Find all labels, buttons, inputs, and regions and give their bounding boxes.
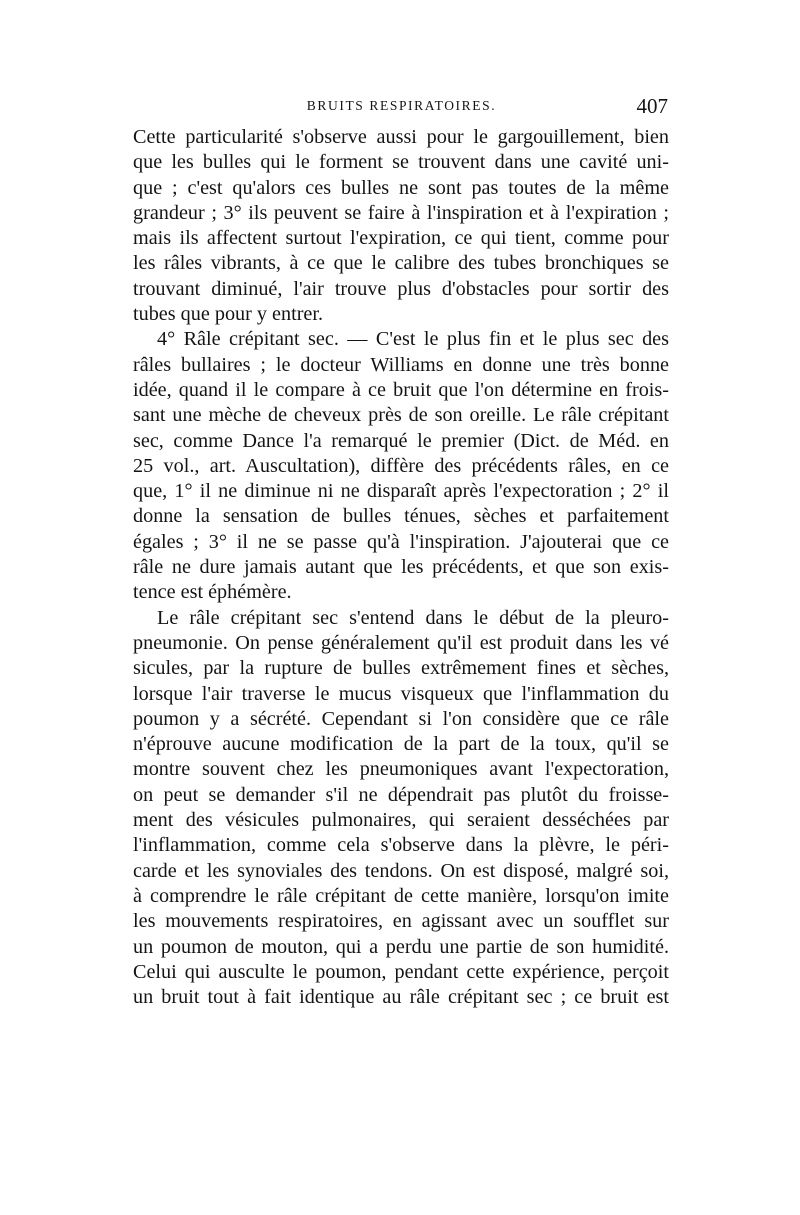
body-text — [133, 125, 669, 1010]
text-line: donne la sensation de bulles ténues, sèches et parfaitement — [133, 505, 669, 528]
text-line: 4° Râle crépitant sec. — C'est le plus fin et le plus sec des — [157, 328, 669, 351]
text-line: les mouvements respiratoires, en agissant avec un soufflet sur — [133, 910, 669, 933]
running-title: BRUITS RESPIRATOIRES. — [306, 98, 497, 113]
text-line: râle ne dure jamais autant que les précédents, et que son exis- — [133, 556, 669, 579]
text-line: à comprendre le râle crépitant de cette manière, lorsqu'on imite — [133, 884, 669, 907]
text-line: mais ils affectent surtout l'expiration, ce qui tient, comme pour — [133, 227, 669, 250]
text-line: Cette particularité s'observe aussi pour le gargouillement, bien — [133, 126, 669, 148]
text-line: Le râle crépitant sec s'entend dans le début de la pleuro- — [157, 606, 669, 629]
text-line: un poumon de mouton, qui a perdu une partie de son humidité. — [133, 935, 669, 958]
text-line: que les bulles qui le forment se trouvent dans une cavité uni- — [133, 151, 669, 174]
text-line: sec, comme Dance l'a remarqué le premier (Dict. de Méd. en — [133, 429, 669, 452]
text-line: poumon y a sécrété. Cependant si l'on considère que ce râle — [133, 707, 669, 730]
page-number: 407 — [636, 94, 668, 118]
text-line: sant une mèche de cheveux près de son oreille. Le râle crépitant — [133, 404, 669, 427]
text-line: carde et les synoviales des tendons. On est disposé, malgré soi, — [133, 859, 669, 882]
text-line: égales ; 3° il ne se passe qu'à l'inspiration. J'ajouterai que ce — [133, 530, 669, 553]
text-line: pneumonie. On pense généralement qu'il est produit dans les vé — [133, 631, 669, 654]
text-line: les râles vibrants, à ce que le calibre des tubes bronchiques se — [133, 252, 669, 275]
text-line: on peut se demander s'il ne dépendrait pas plutôt du froisse- — [133, 783, 669, 806]
text-line: que, 1° il ne diminue ni ne disparaît après l'expectoration ; 2° il — [133, 480, 669, 503]
text-line: grandeur ; 3° ils peuvent se faire à l'inspiration et à l'expiration ; — [133, 201, 669, 224]
text-line: n'éprouve aucune modification de la part de la toux, qu'il se — [133, 733, 669, 756]
page-header — [135, 94, 668, 118]
text-line: ment des vésicules pulmonaires, qui seraient desséchées par — [133, 809, 669, 832]
text-line: lorsque l'air traverse le mucus visqueux que l'inflammation du — [133, 682, 669, 705]
text-line: un bruit tout à fait identique au râle crépitant sec ; ce bruit est — [133, 986, 669, 1009]
text-line: tence est éphémère. — [133, 581, 292, 604]
text-line: tubes que pour y entrer. — [133, 303, 324, 326]
text-line: râles bullaires ; le docteur Williams en donne une très bonne — [133, 353, 669, 376]
text-line: l'inflammation, comme cela s'observe dans la plèvre, le péri- — [133, 834, 669, 857]
text-line: idée, quand il le compare à ce bruit que l'on détermine en frois- — [133, 378, 669, 401]
text-line: Celui qui ausculte le poumon, pendant cette expérience, perçoit — [133, 960, 669, 983]
text-line: que ; c'est qu'alors ces bulles ne sont pas toutes de la même — [133, 176, 669, 199]
text-line: 25 vol., art. Auscultation), diffère des précédents râles, en ce — [133, 454, 669, 477]
text-line: sicules, par la rupture de bulles extrêmement fines et sèches, — [133, 657, 669, 680]
text-line: trouvant diminué, l'air trouve plus d'obstacles pour sortir des — [133, 277, 669, 300]
text-line: montre souvent chez les pneumoniques avant l'expectoration, — [133, 758, 669, 781]
